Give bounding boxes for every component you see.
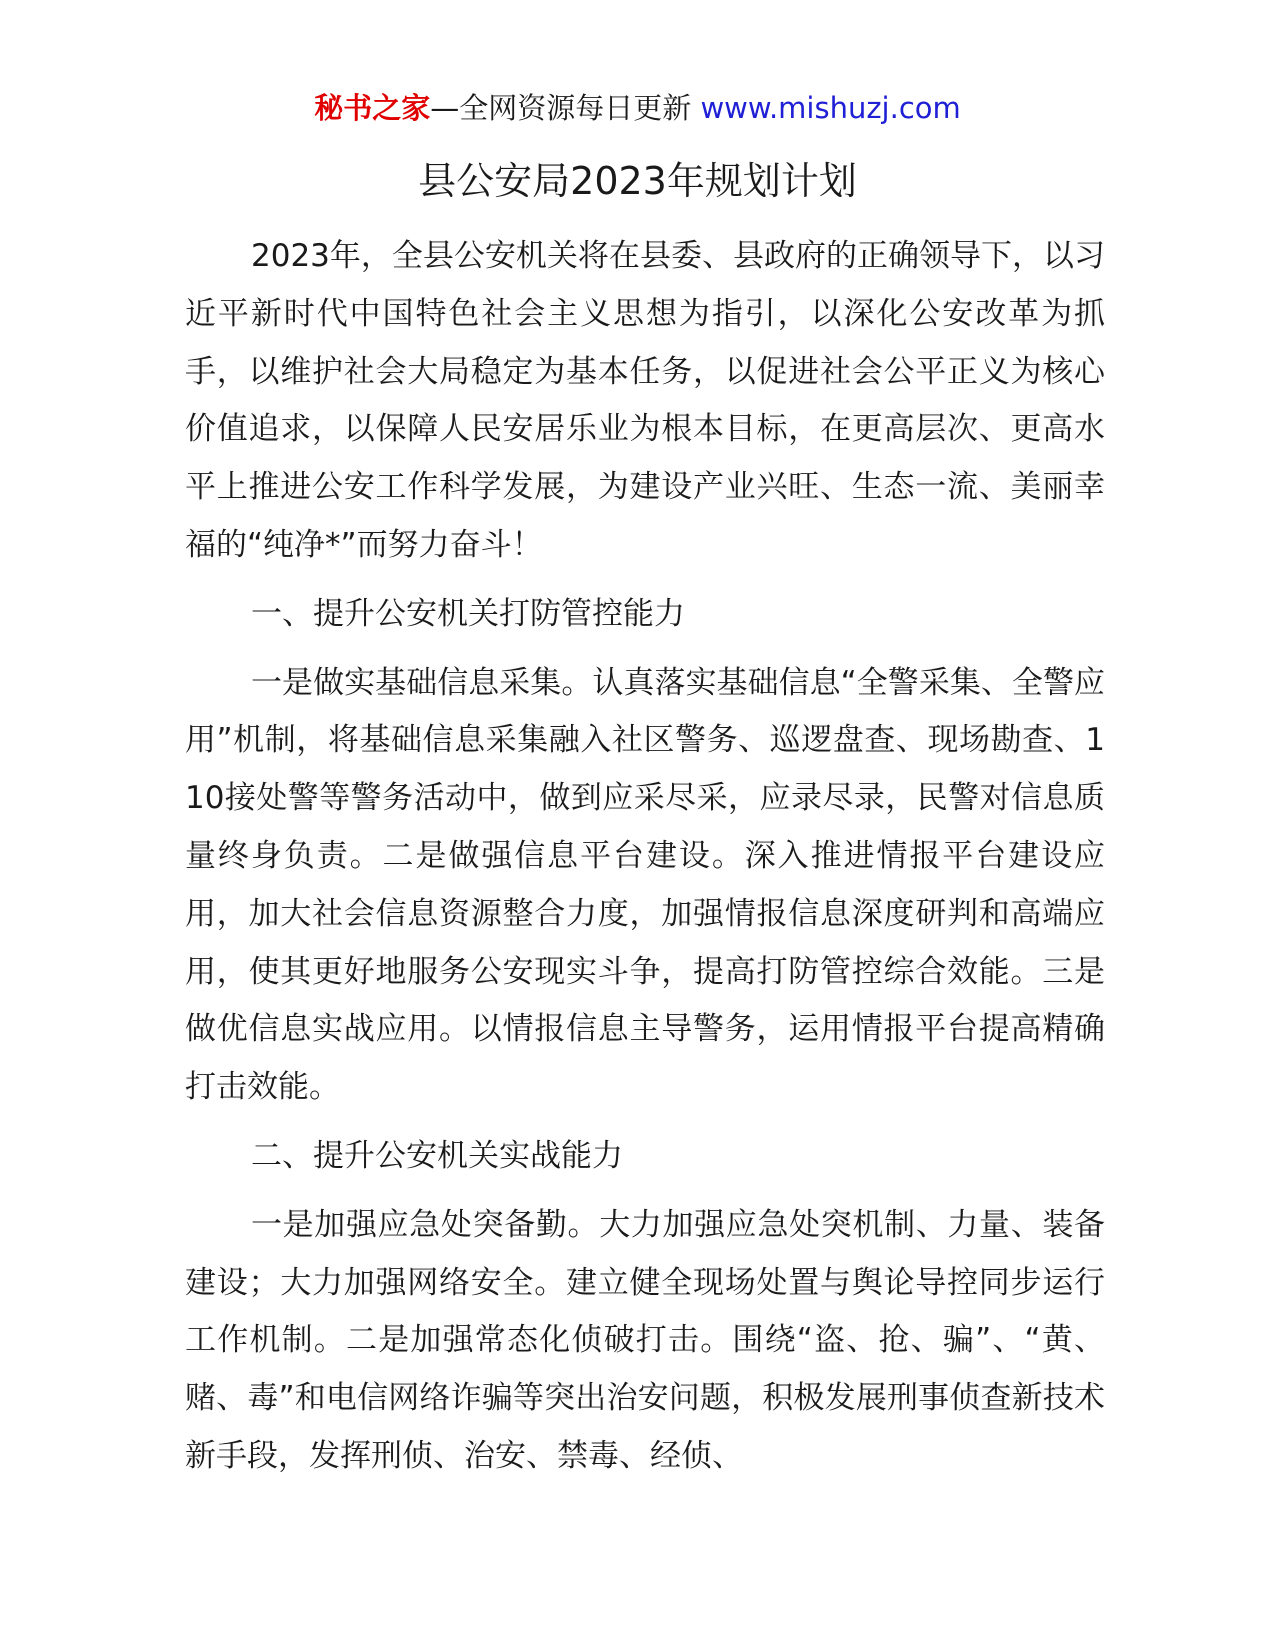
- site-brand: 秘书之家: [314, 91, 431, 125]
- document-title: 县公安局2023年规划计划: [418, 159, 857, 203]
- section-2-paragraph: 一是加强应急处突备勤。大力加强应急处突机制、力量、装备建设；大力加强网络安全。建立健全现场处置与舆论导控同步运行工作机制。二是加强常态化侦破打击。围绕“盗、抢、骗”、“黄、赌、毒”和电信网络诈骗等突出治安问题，积极发展刑事侦查新技术新手段，发挥刑侦、治安、禁毒、经侦、: [185, 1206, 1105, 1474]
- section-2-heading: 二、提升公安机关实战能力: [251, 1137, 623, 1174]
- intro-paragraph: 2023年，全县公安机关将在县委、县政府的正确领导下，以习近平新时代中国特色社会主义思想为指引，以深化公安改革为抓手，以维护社会大局稳定为基本任务，以促进社会公平正义为核心价值追求，以保障人民安居乐业为根本目标，在更高层次、更高水平上推进公安工作科学发展，为建设产业兴旺、生态一流、美丽幸福的“纯净*”而努力奋斗！: [185, 238, 1105, 563]
- section-1-heading: 一、提升公安机关打防管控能力: [251, 595, 685, 632]
- section-1-paragraph: 一是做实基础信息采集。认真落实基础信息“全警采集、全警应用”机制，将基础信息采集融入社区警务、巡逻盘查、现场勘查、110接处警等警务活动中，做到应采尽采，应录尽录，民警对信息质量终身负责。二是做强信息平台建设。深入推进情报平台建设应用，加大社会信息资源整合力度，加强情报信息深度研判和高端应用，使其更好地服务公安现实斗争，提高打防管控综合效能。三是做优信息实战应用。以情报信息主导警务，运用情报平台提高精确打击效能。: [185, 664, 1105, 1106]
- site-slogan: —全网资源每日更新: [430, 91, 701, 125]
- site-url-link[interactable]: www.mishuzj.com: [700, 91, 961, 125]
- document-body: [185, 228, 1105, 1486]
- site-header: [0, 88, 1275, 128]
